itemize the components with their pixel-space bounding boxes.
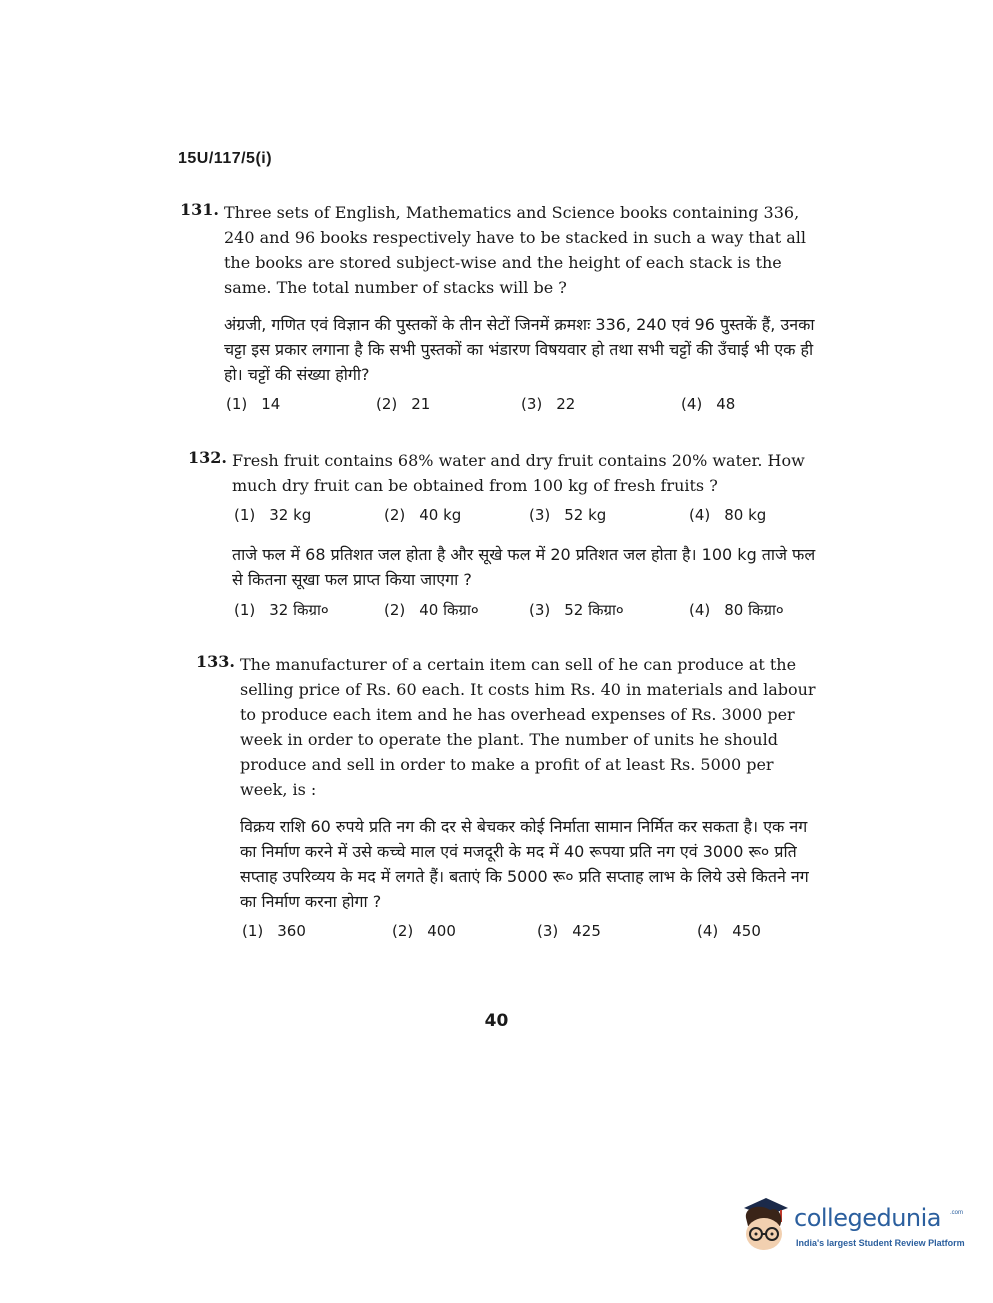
option-4: (4) 450 [697, 922, 761, 940]
answer-options-english [234, 506, 824, 530]
answer-options [226, 395, 820, 419]
option-3: (3) 22 [521, 395, 576, 413]
collegedunia-logo [736, 1196, 966, 1260]
question-text-english: The manufacturer of a certain item can sell of he can produce at the selling price of Rs. 60 each. It costs him Rs. 40 in materials and labour to produce each item and he has overhead expenses of Rs. 3000 per week in order to operate the plant. The number of units he should produce and sell in order to make a profit of at least Rs. 5000 per week, is : [240, 655, 816, 799]
question-text-hindi: अंग्रजी, गणित एवं विज्ञान की पुस्तकों के तीन सेटों जिनमें क्रमशः 336, 240 एवं 96 पुस्तकें हैं, उनका चट्टा इस प्रकार लगाना है कि सभी पुस्तकों का भंडारण विषयवार हो तथा सभी चट्टों की उँचाई भी एक ही हो। चट्टों की संख्या होगी? [224, 315, 815, 384]
logo-domain-suffix: .com [950, 1210, 964, 1216]
logo-wordmark: collegedunia [794, 1204, 942, 1232]
option-1: (1) 360 [242, 922, 306, 940]
option-2: (2) 40 kg [384, 506, 462, 524]
answer-options [242, 922, 826, 946]
question-number: 131. [180, 200, 219, 219]
answer-options-hindi [234, 600, 824, 624]
option-1: (1) 14 [226, 395, 281, 413]
question-text-english: Fresh fruit contains 68% water and dry fruit contains 20% water. How much dry fruit can be obtained from 100 kg of fresh fruits ? [232, 451, 805, 495]
option-4: (4) 80 किग्रा० [689, 601, 784, 619]
logo-tagline: India's largest Student Review Platform [796, 1238, 965, 1248]
option-1: (1) 32 kg [234, 506, 312, 524]
question-132 [188, 448, 824, 624]
page-number: 40 [484, 1011, 509, 1031]
question-number: 132. [188, 448, 227, 467]
question-text-hindi: ताजे फल में 68 प्रतिशत जल होता है और सूखे फल में 20 प्रतिशत जल होता है। 100 kg ताजे फल से कितना सूखा फल प्राप्त किया जाएगा ? [232, 545, 816, 589]
option-3: (3) 52 किग्रा० [529, 601, 624, 619]
question-number: 133. [196, 652, 235, 671]
question-text-hindi: विक्रय राशि 60 रुपये प्रति नग की दर से बेचकर कोई निर्माता सामान निर्मित कर सकता है। एक नग का निर्माण करने में उसे कच्चे माल एवं मजदूरी के मद में 40 रूपया प्रति नग एवं 3000 रू० प्रति सप्ताह उपरिव्यय के मद में लगते हैं। बताएं कि 5000 रू० प्रति सप्ताह लाभ के लिये उसे कितने नग का निर्माण करना होगा ? [240, 817, 809, 911]
option-2: (2) 21 [376, 395, 431, 413]
option-3: (3) 52 kg [529, 506, 607, 524]
option-2: (2) 400 [392, 922, 456, 940]
option-3: (3) 425 [537, 922, 601, 940]
option-4: (4) 80 kg [689, 506, 767, 524]
option-1: (1) 32 किग्रा० [234, 601, 329, 619]
option-2: (2) 40 किग्रा० [384, 601, 479, 619]
question-133 [196, 652, 826, 946]
mascot-icon [736, 1196, 790, 1256]
question-131 [180, 200, 820, 419]
option-4: (4) 48 [681, 395, 736, 413]
question-text-english: Three sets of English, Mathematics and Science books containing 336, 240 and 96 books respectively have to be stacked in such a way that all the books are stored subject-wise and the height of each stack is the same. The total number of stacks will be ? [224, 203, 806, 297]
document-code: 15U/117/5(i) [178, 150, 273, 167]
